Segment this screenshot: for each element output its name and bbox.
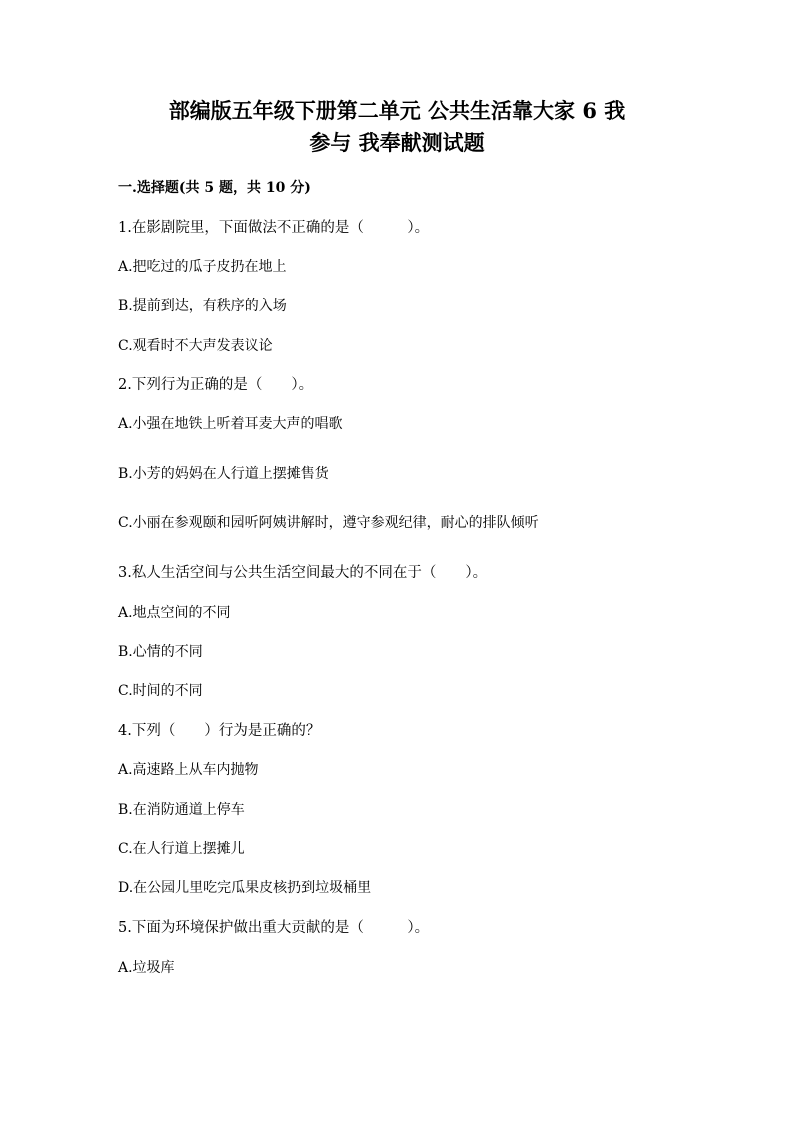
question-4-option-b: B.在消防通道上停车: [118, 802, 245, 818]
question-4-option-d: D.在公园儿里吃完瓜果皮核扔到垃圾桶里: [118, 880, 372, 896]
question-3-option-a: A.地点空间的不同: [118, 605, 231, 621]
question-1-option-c: C.观看时不大声发表议论: [118, 338, 273, 354]
question-3-option-b: B.心情的不同: [118, 644, 203, 660]
section-heading: 一.选择题(共 5 题，共 10 分): [118, 180, 311, 196]
question-1-stem: 1.在影剧院里，下面做法不正确的是（ ）。: [118, 220, 430, 236]
document-title-line-1: 部编版五年级下册第二单元 公共生活靠大家 6 我: [168, 98, 626, 123]
question-4-option-a: A.高速路上从车内抛物: [118, 762, 259, 778]
question-2-stem: 2.下列行为正确的是（ ）。: [118, 377, 314, 393]
document-title-line-2: 参与 我奉献测试题: [309, 130, 485, 155]
question-1-option-a: A.把吃过的瓜子皮扔在地上: [118, 259, 287, 275]
question-1-option-b: B.提前到达，有秩序的入场: [118, 298, 287, 314]
question-5-stem: 5.下面为环境保护做出重大贡献的是（ ）。: [118, 920, 430, 936]
question-3-stem: 3.私人生活空间与公共生活空间最大的不同在于（ ）。: [118, 565, 488, 581]
question-4-stem: 4.下列（ ）行为是正确的？: [118, 723, 321, 739]
question-5-option-a: A.垃圾库: [118, 960, 175, 976]
question-2-option-a: A.小强在地铁上听着耳麦大声的唱歌: [118, 416, 343, 432]
question-2-option-b: B.小芳的妈妈在人行道上摆摊售货: [118, 466, 329, 482]
question-3-option-c: C.时间的不同: [118, 683, 203, 699]
question-4-option-c: C.在人行道上摆摊儿: [118, 841, 245, 857]
question-2-option-c: C.小丽在参观颐和园听阿姨讲解时，遵守参观纪律，耐心的排队倾听: [118, 515, 539, 531]
